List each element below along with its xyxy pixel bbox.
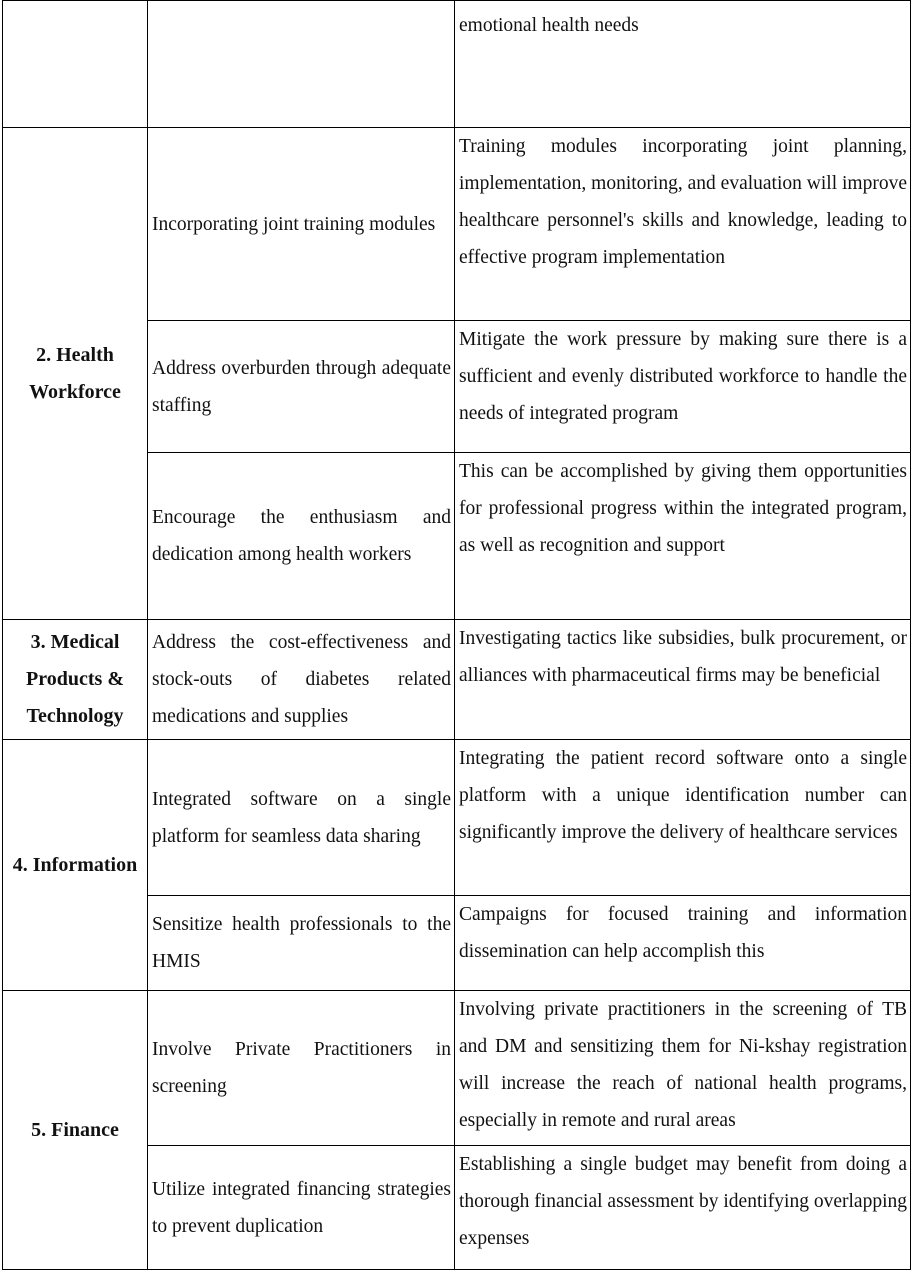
- outcome-cell: Campaigns for focused training and information dissemination can help accomplish this: [455, 896, 911, 991]
- table-row: [3, 128, 911, 321]
- strategy-cell: Address overburden through adequate staffing: [148, 321, 455, 453]
- table-row: [3, 991, 911, 1146]
- outcome-cell: emotional health needs: [455, 1, 911, 128]
- table-row: [3, 620, 911, 740]
- strategy-cell: Involve Private Practitioners in screening: [148, 991, 455, 1146]
- strategy-cell: Sensitize health professionals to the HMIS: [148, 896, 455, 991]
- outcome-cell: Establishing a single budget may benefit from doing a thorough financial assessment by identifying overlapping expenses: [455, 1146, 911, 1270]
- strategy-table: [2, 0, 911, 1270]
- strategy-cell: Integrated software on a single platform for seamless data sharing: [148, 740, 455, 896]
- outcome-cell: Training modules incorporating joint planning, implementation, monitoring, and evaluation will improve healthcare personnel's skills and knowledge, leading to effective program implementation: [455, 128, 911, 321]
- category-cell: [3, 1, 148, 128]
- strategy-cell: Encourage the enthusiasm and dedication among health workers: [148, 453, 455, 620]
- category-cell: 5. Finance: [3, 991, 148, 1270]
- strategy-cell: Incorporating joint training modules: [148, 128, 455, 321]
- outcome-cell: Investigating tactics like subsidies, bulk procurement, or alliances with pharmaceutical firms may be beneficial: [455, 620, 911, 740]
- table-row: [3, 1, 911, 128]
- outcome-cell: Mitigate the work pressure by making sure there is a sufficient and evenly distributed workforce to handle the needs of integrated program: [455, 321, 911, 453]
- outcome-cell: This can be accomplished by giving them opportunities for professional progress within the integrated program, as well as recognition and support: [455, 453, 911, 620]
- outcome-cell: Integrating the patient record software onto a single platform with a unique identification number can significantly improve the delivery of healthcare services: [455, 740, 911, 896]
- category-cell: 4. Information: [3, 740, 148, 991]
- category-cell: 3. Medical Products & Technology: [3, 620, 148, 740]
- outcome-cell: Involving private practitioners in the screening of TB and DM and sensitizing them for Ni-kshay registration will increase the reach of national health programs, especially in remote and rural areas: [455, 991, 911, 1146]
- strategy-cell: Address the cost-effectiveness and stock-outs of diabetes related medications and supplies: [148, 620, 455, 740]
- category-cell: 2. Health Workforce: [3, 128, 148, 620]
- table-row: [3, 740, 911, 896]
- strategy-cell: [148, 1, 455, 128]
- strategy-cell: Utilize integrated financing strategies to prevent duplication: [148, 1146, 455, 1270]
